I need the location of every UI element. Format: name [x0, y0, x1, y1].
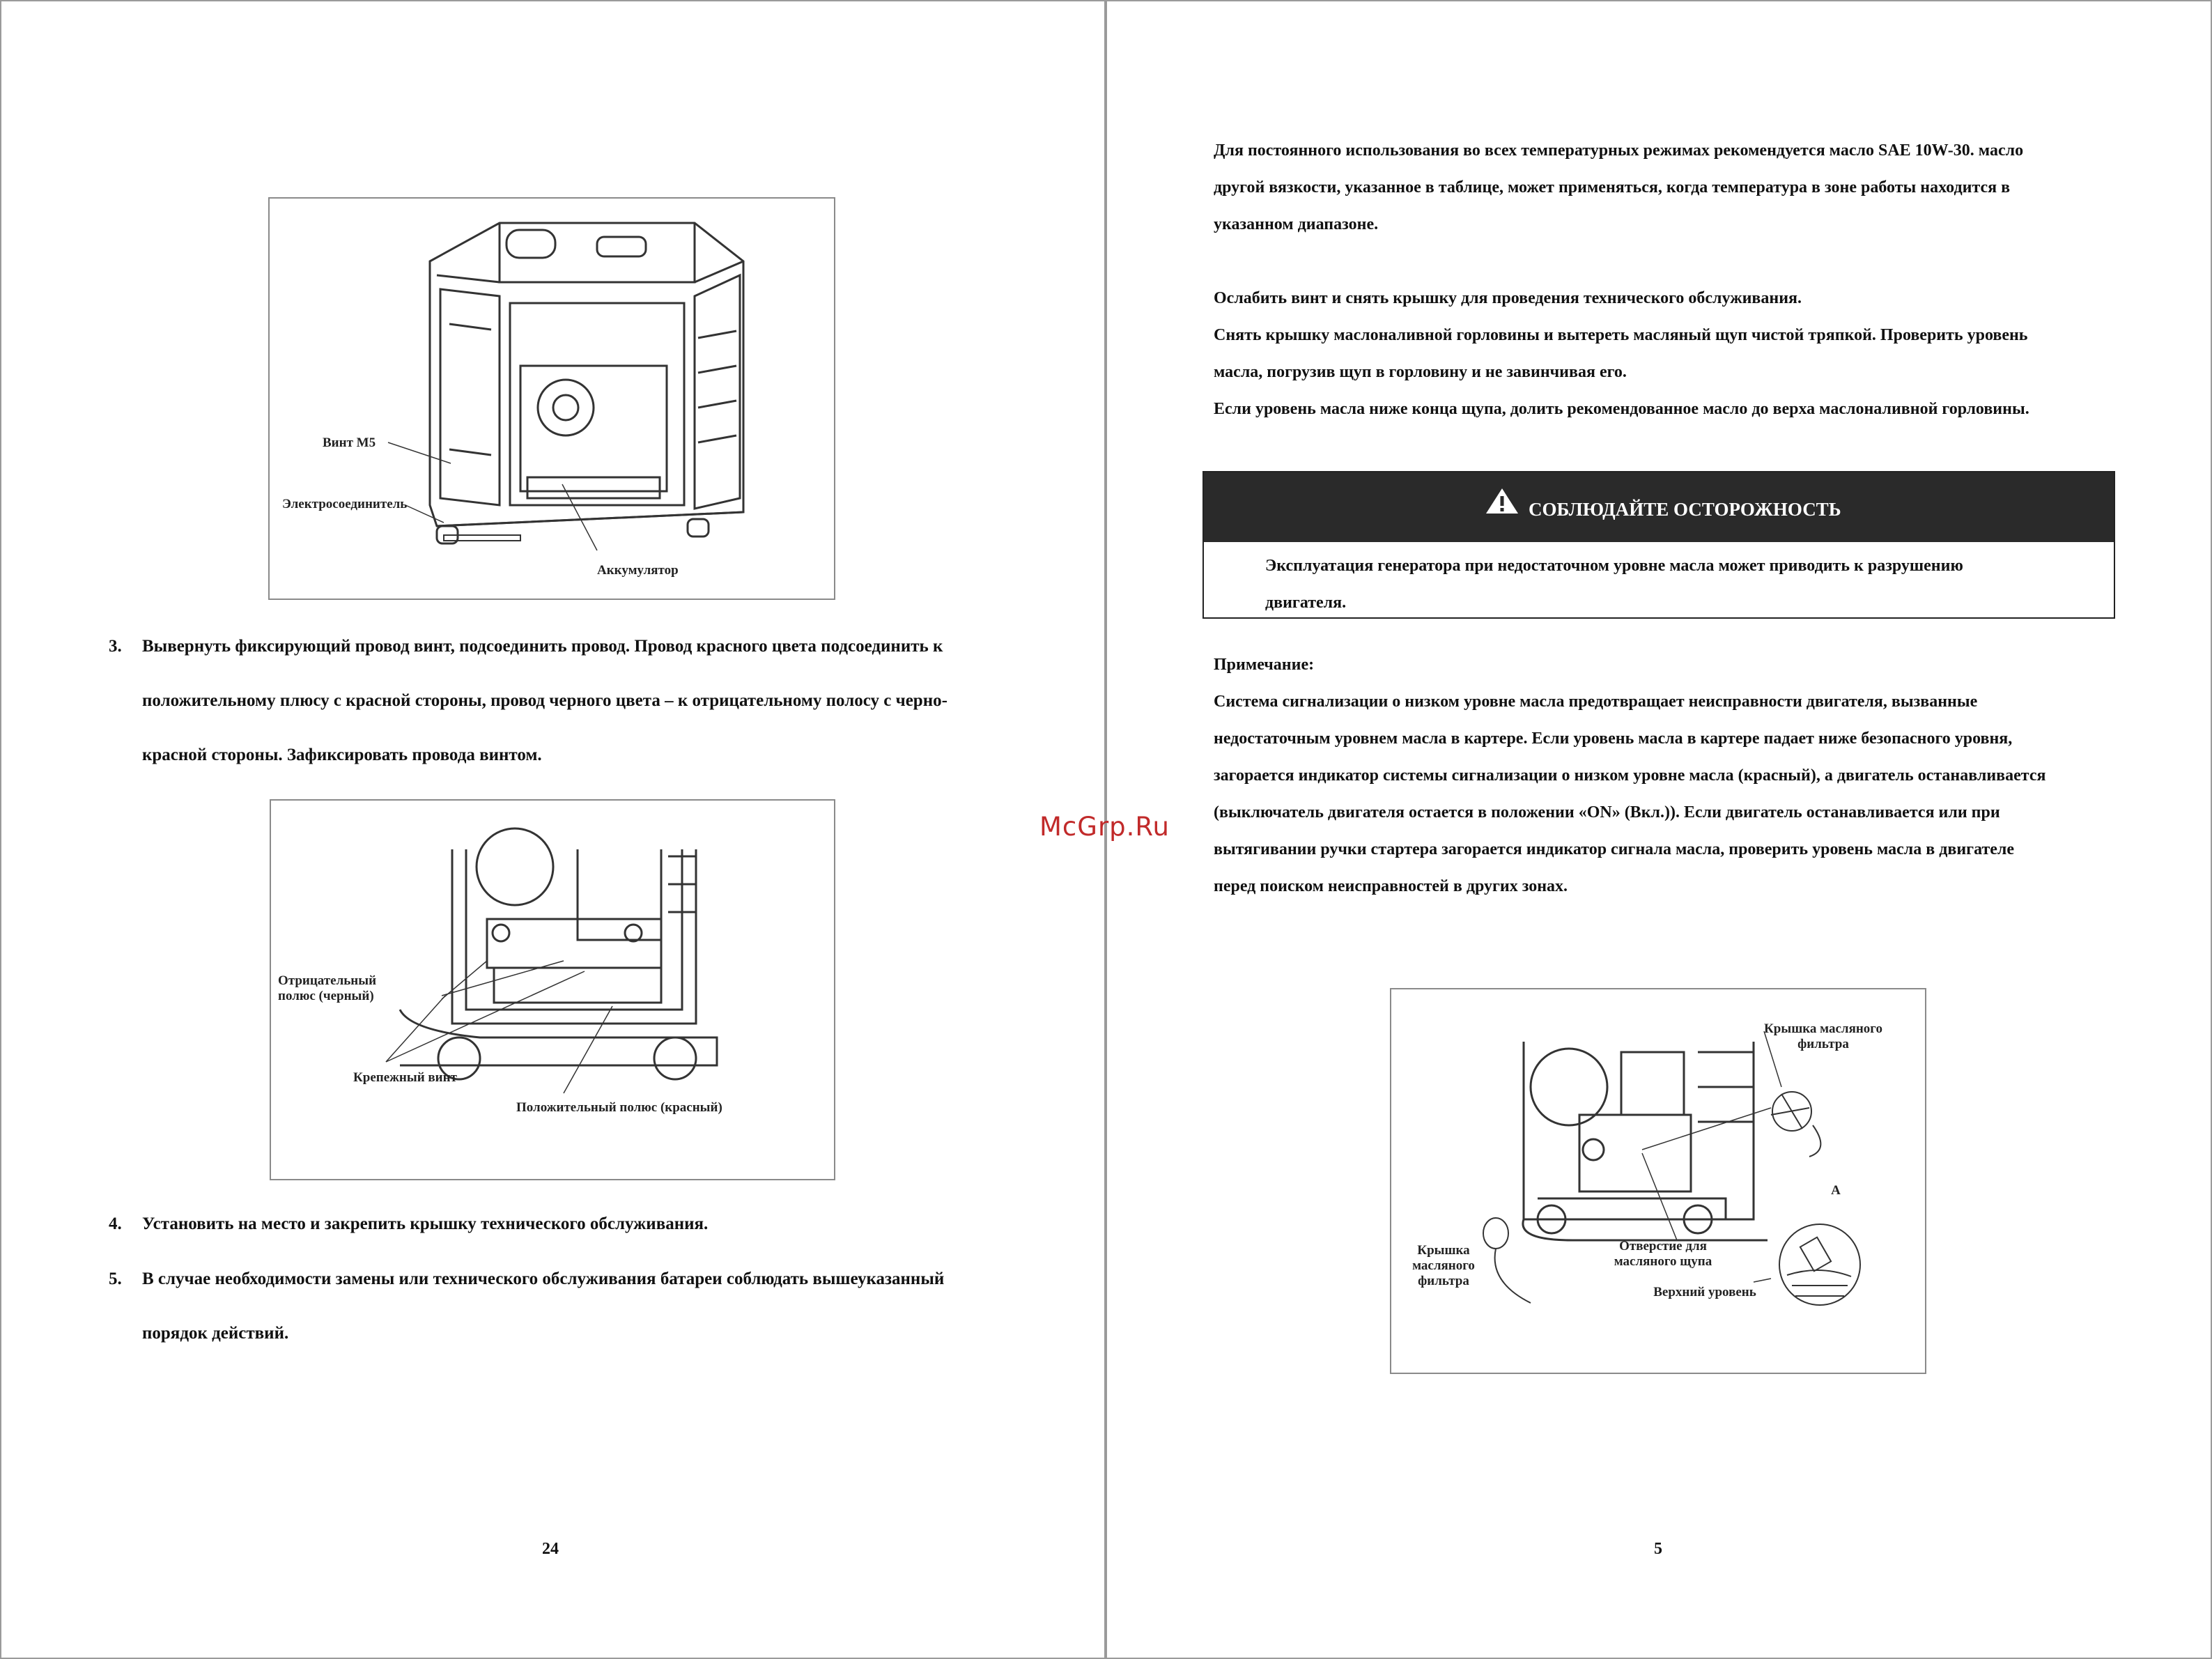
step-4-number: 4.	[109, 1214, 122, 1233]
label-positive-terminal: Положительный полюс (красный)	[516, 1100, 722, 1115]
note-heading: Примечание:	[1214, 656, 1315, 674]
label-mounting-screw: Крепежный винт	[353, 1070, 457, 1085]
oil-filler-figure	[1390, 988, 1926, 1374]
note-line-1: Система сигнализации о низком уровне масла предотвращает неисправности двигателя, вызванные	[1214, 693, 1978, 711]
step-5	[109, 1252, 973, 1364]
oil-check-line-1: Ослабить винт и снять крышку для проведения технического обслуживания.	[1214, 289, 1802, 307]
right-page-number: 5	[1654, 1540, 1662, 1558]
label-oil-filter-cap-left: Крышка масляного фильтра	[1412, 1243, 1475, 1288]
oil-check-paragraph	[1214, 280, 2101, 428]
label-dipstick-hole: Отверстие для масляного щупа	[1614, 1239, 1712, 1269]
step-4-text: Установить на место и закрепить крышку технического обслуживания.	[142, 1214, 709, 1233]
battery-terminal-figure	[270, 799, 835, 1180]
step-3-number: 3.	[109, 637, 122, 656]
note-line-6: перед поиском неисправностей в других зонах.	[1214, 877, 1568, 895]
note-line-4: (выключатель двигателя остается в положении «ON» (Вкл.)). Если двигатель останавливается или при	[1214, 803, 2000, 821]
warning-triangle-icon	[1484, 486, 1520, 516]
note-line-5: вытягивании ручки стартера загорается индикатор сигнала масла, проверить уровень масла в двигателе	[1214, 840, 2014, 858]
label-letter-a: A	[1831, 1183, 1841, 1198]
label-screw-m5: Винт M5	[323, 435, 376, 450]
oil-rec-line-2: другой вязкости, указанное в таблице, может применяться, когда температура в зоне работы находится в	[1214, 178, 2011, 196]
step-3-line-3: красной стороны. Зафиксировать провода винтом.	[142, 746, 542, 764]
warning-line-2: двигателя.	[1265, 594, 1347, 612]
warning-line-1: Эксплуатация генератора при недостаточном уровне масла может приводить к разрушению	[1265, 557, 1963, 575]
oil-recommendation-paragraph	[1214, 132, 2101, 243]
warning-title: СОБЛЮДАЙТЕ ОСТОРОЖНОСТЬ	[1529, 499, 1841, 520]
label-upper-level: Верхний уровень	[1653, 1285, 1756, 1299]
step-3-line-1: Вывернуть фиксирующий провод винт, подсоединить провод. Провод красного цвета подсоединить к	[142, 637, 943, 656]
note-line-2: недостаточным уровнем масла в картере. Если уровень масла в картере падает ниже безопасного уровня,	[1214, 730, 2013, 748]
note-line-3: загорается индикатор системы сигнализации о низком уровне масла (красный), а двигатель останавливается	[1214, 766, 2046, 785]
oil-rec-line-3: указанном диапазоне.	[1214, 215, 1379, 233]
step-3	[109, 619, 973, 787]
label-battery: Аккумулятор	[597, 563, 679, 578]
warning-header	[1204, 472, 2114, 542]
oil-check-line-3: масла, погрузив щуп в горловину и не завинчивая его.	[1214, 363, 1627, 381]
oil-rec-line-1: Для постоянного использования во всех температурных режимах рекомендуется масло SAE 10W-30. масло	[1214, 141, 2024, 160]
battery-location-figure	[268, 197, 835, 600]
oil-check-line-4: Если уровень масла ниже конца щупа, долить рекомендованное масло до верха маслоналивной горловины.	[1214, 400, 2029, 418]
step-3-line-2: положительному плюсу с красной стороны, провод черного цвета – к отрицательному полосу с черно-	[142, 691, 948, 710]
label-oil-filter-cap-top: Крышка масляного фильтра	[1764, 1021, 1882, 1051]
left-page-number: 24	[542, 1540, 559, 1558]
label-connector: Электросоединитель	[282, 497, 408, 511]
oil-check-line-2: Снять крышку маслоналивной горловины и вытереть масляный щуп чистой тряпкой. Проверить уровень	[1214, 326, 2028, 344]
step-5-line-2: порядок действий.	[142, 1324, 289, 1343]
step-5-line-1: В случае необходимости замены или технического обслуживания батареи соблюдать вышеуказанный	[142, 1270, 945, 1288]
step-4	[109, 1197, 973, 1251]
watermark: McGrp.Ru	[1039, 812, 1170, 842]
generator-illustration	[270, 199, 834, 599]
warning-text	[1265, 548, 2107, 622]
warning-box	[1202, 471, 2115, 619]
step-5-number: 5.	[109, 1270, 122, 1288]
note-paragraph	[1214, 684, 2101, 905]
label-negative-terminal: Отрицательный полюс (черный)	[278, 973, 377, 1003]
